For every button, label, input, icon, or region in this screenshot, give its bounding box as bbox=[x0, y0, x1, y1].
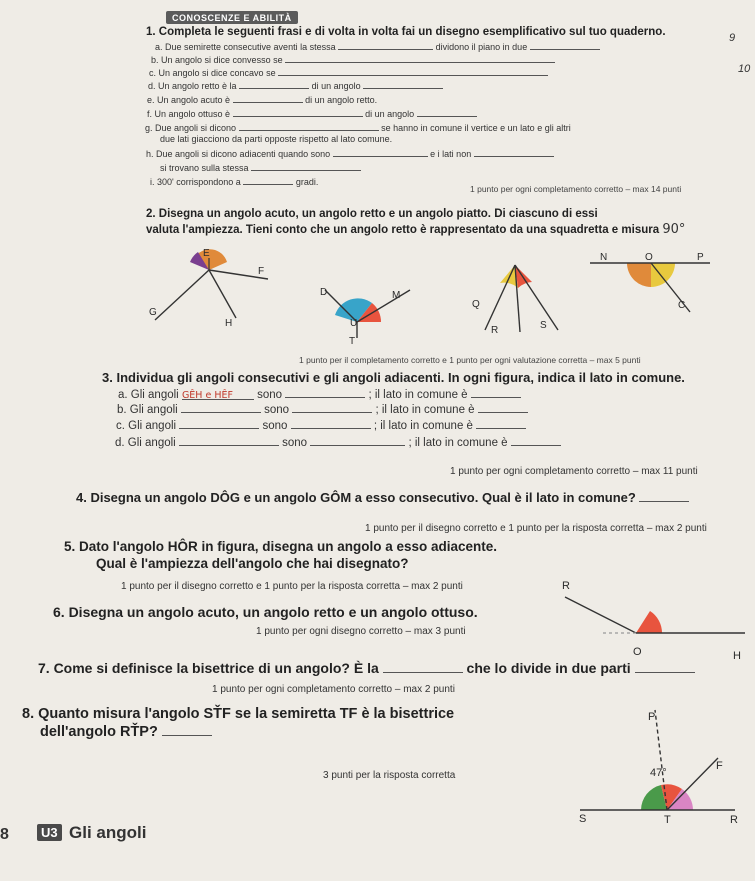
q1-line-c: c. Un angolo si dice concavo se bbox=[149, 66, 548, 78]
q3-line-a: a. Gli angoli GÊH e HÊF sono ; il lato in comune è bbox=[118, 388, 521, 401]
q1-line-h: h. Due angoli si dicono adiacenti quando sono e i lati non bbox=[146, 147, 554, 159]
label-n: N bbox=[600, 252, 608, 263]
label-t: T bbox=[349, 336, 356, 347]
label-q: Q bbox=[472, 299, 480, 310]
figure-nopc bbox=[590, 263, 710, 312]
label-r: R bbox=[491, 325, 499, 336]
q1-line-e: e. Un angolo acuto è di un angolo retto. bbox=[147, 95, 378, 105]
unit-badge: U3 bbox=[37, 824, 62, 841]
question-3-title: 3. Individua gli angoli consecutivi e gli angoli adiacenti. In ogni figura, indica il lato in comune. bbox=[102, 370, 685, 385]
label-f: F bbox=[258, 266, 265, 277]
q1-line-d: d. Un angolo retto è la di un angolo bbox=[148, 79, 443, 91]
label-u: U bbox=[350, 318, 358, 329]
margin-note: 10 bbox=[738, 63, 751, 75]
figure-pfstr bbox=[580, 710, 735, 810]
question-2-title-line2: valuta l'ampiezza. Tieni conto che un angolo retto è rappresentato da una squadretta e misura 90° bbox=[146, 222, 686, 237]
q1-score: 1 punto per ogni completamento corretto – max 14 punti bbox=[470, 184, 682, 194]
label-o: O bbox=[645, 252, 653, 263]
label-h-q5: H bbox=[733, 650, 741, 662]
q4-score: 1 punto per il disegno corretto e 1 punto per la risposta corretta – max 2 punti bbox=[365, 523, 707, 534]
question-4-title: 4. Disegna un angolo DÔG e un angolo GÔM a esso consecutivo. Qual è il lato in comune? bbox=[76, 490, 689, 505]
label-p: P bbox=[697, 252, 704, 263]
label-f-q8: F bbox=[716, 760, 723, 772]
section-badge: CONOSCENZE E ABILITÀ bbox=[166, 11, 298, 24]
q1-line-a: a. Due semirette consecutive aventi la stessa dividono il piano in due bbox=[155, 40, 600, 52]
question-8-title-line2: dell'angolo RŤP? bbox=[40, 724, 212, 740]
figure-efgh bbox=[155, 249, 268, 320]
q2-score: 1 punto per il completamento corretto e 1 punto per ogni valutazione corretta – max 5 punti bbox=[299, 355, 641, 365]
q1-line-b: b. Un angolo si dice convesso se bbox=[151, 53, 555, 65]
page-number: 8 bbox=[0, 826, 9, 843]
q1-line-g: g. Due angoli si dicono se hanno in comune il vertice e un lato e gli altri bbox=[145, 123, 571, 133]
q3-line-d: d. Gli angoli sono ; il lato in comune è bbox=[115, 436, 561, 449]
label-r-q8: R bbox=[730, 814, 738, 826]
q1-line-i: i. 300' corrispondono a gradi. bbox=[150, 177, 319, 187]
angle-label-47: 47° bbox=[650, 767, 667, 779]
question-5-title: 5. Dato l'angolo HÔR in figura, disegna un angolo a esso adiacente. bbox=[64, 539, 498, 554]
question-6-title: 6. Disegna un angolo acuto, un angolo retto e un angolo ottuso. bbox=[53, 604, 478, 620]
q6-score: 1 punto per ogni disegno corretto – max 3 punti bbox=[256, 626, 466, 637]
label-p-q8: P bbox=[648, 711, 656, 723]
label-g: G bbox=[149, 307, 157, 318]
q7-score: 1 punto per ogni completamento corretto – max 2 punti bbox=[212, 684, 455, 695]
label-e: E bbox=[203, 248, 210, 259]
question-5-title-line2: Qual è l'ampiezza dell'angolo che hai disegnato? bbox=[96, 556, 409, 571]
label-d: D bbox=[320, 287, 328, 298]
label-c: C bbox=[678, 300, 686, 311]
question-7-title: 7. Come si definisce la bisettrice di un angolo? È la che lo divide in due parti bbox=[38, 660, 695, 676]
q1-line-g2: due lati giacciono da parti opposte rispetto al lato comune. bbox=[160, 134, 393, 144]
question-8-title: 8. Quanto misura l'angolo SŤF se la semiretta TF è la bisettrice bbox=[22, 706, 455, 722]
q3-line-c: c. Gli angoli sono ; il lato in comune è bbox=[116, 419, 526, 432]
label-o-q5: O bbox=[633, 646, 642, 658]
figure-roh bbox=[565, 597, 745, 633]
question-1-title: 1. Completa le seguenti frasi e di volta in volta fai un disegno esemplificativo sul tuo quaderno. bbox=[146, 26, 666, 38]
q3-line-b: b. Gli angoli sono ; il lato in comune è bbox=[117, 403, 528, 416]
question-2-title: 2. Disegna un angolo acuto, un angolo retto e un angolo piatto. Di ciascuno di essi bbox=[146, 208, 598, 220]
label-s-q8: S bbox=[579, 813, 587, 825]
label-m: M bbox=[392, 290, 401, 301]
q3-score: 1 punto per ogni completamento corretto – max 11 punti bbox=[450, 466, 698, 477]
label-t-q8: T bbox=[664, 814, 671, 826]
q1-line-f: f. Un angolo ottuso è di un angolo bbox=[147, 107, 477, 119]
chapter-title: Gli angoli bbox=[69, 823, 147, 842]
margin-note: 9 bbox=[729, 32, 736, 44]
figure-qrs bbox=[485, 265, 558, 332]
label-s: S bbox=[540, 320, 547, 331]
q5-score: 1 punto per il disegno corretto e 1 punto per la risposta corretta – max 2 punti bbox=[121, 581, 463, 592]
q1-line-h2: si trovano sulla stessa bbox=[160, 161, 361, 173]
label-h: H bbox=[225, 318, 233, 329]
q8-score: 3 punti per la risposta corretta bbox=[323, 770, 456, 781]
label-r-q5: R bbox=[562, 580, 570, 592]
